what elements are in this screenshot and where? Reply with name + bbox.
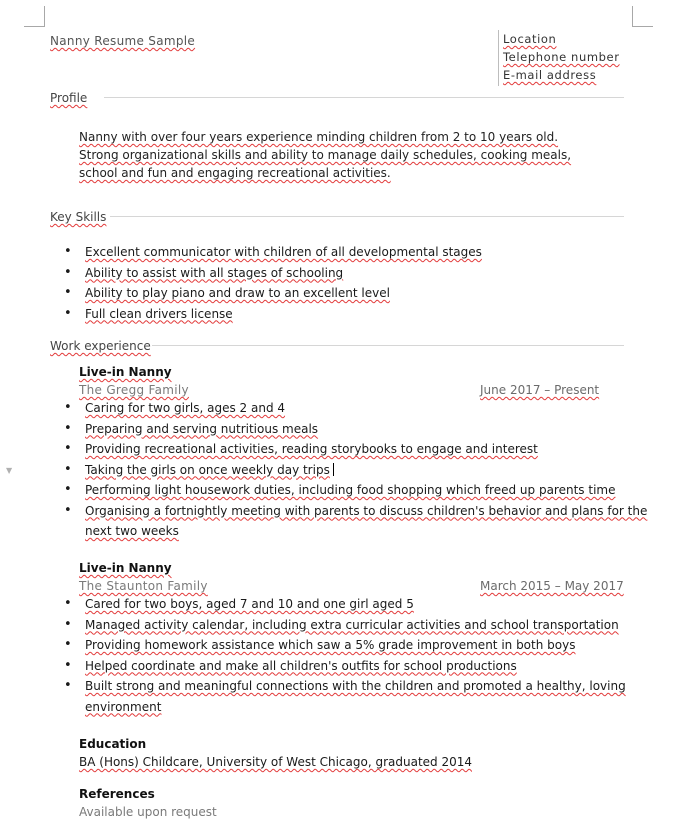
text-cursor (333, 463, 334, 476)
job-bullet-line: • Built strong and meaningful connections with the children and promoted a healthy, loving (85, 679, 626, 693)
job-bullet: • Performing light housework duties, including food shopping which freed up parents time (64, 480, 647, 501)
skill-item: • Ability to play piano and draw to an excellent level (64, 283, 482, 304)
job-bullet-line: next two weeks (85, 524, 179, 538)
job-bullet: • Providing homework assistance which saw a 5% grade improvement in both boys (64, 635, 626, 656)
job-bullet: • Cared for two boys, aged 7 and 10 and one girl aged 5 (64, 594, 626, 615)
contact-email: E-mail address (503, 68, 597, 82)
profile-heading: Profile (50, 91, 88, 105)
profile-line: Nanny with over four years experience minding children from 2 to 10 years old. (79, 130, 559, 144)
resume-heading: Nanny Resume Sample (50, 34, 196, 48)
contact-block (498, 30, 620, 86)
job-bullets (64, 594, 626, 717)
margin-collapse-icon[interactable]: ▼ (6, 466, 13, 475)
contact-telephone: Telephone number (503, 50, 620, 64)
page-corner-top-right (632, 6, 653, 27)
job-employer: The Staunton Family (79, 579, 208, 593)
skill-item: • Ability to assist with all stages of schooling (64, 263, 482, 284)
profile-text (79, 128, 571, 182)
references-heading: References (79, 787, 155, 801)
job-dates: March 2015 – May 2017 (480, 579, 624, 593)
work-heading: Work experience (50, 339, 151, 353)
job-bullet: • Preparing and serving nutritious meals (64, 419, 647, 440)
education-heading: Education (79, 737, 147, 751)
references-detail: Available upon request (79, 805, 217, 819)
job-bullet[interactable] (64, 460, 647, 481)
skills-heading: Key Skills (50, 210, 107, 224)
job-title: Live-in Nanny (79, 365, 172, 379)
profile-line: Strong organizational skills and ability to manage daily schedules, cooking meals, (79, 148, 572, 162)
job-bullet-line: • Organising a fortnightly meeting with parents to discuss children's behavior and plans for the (85, 503, 648, 518)
contact-location: Location (503, 32, 557, 46)
job-employer: The Gregg Family (79, 383, 189, 397)
page-corner-top-left (24, 6, 45, 27)
job-bullet (64, 676, 626, 717)
profile-rule (104, 97, 624, 98)
skills-list (64, 242, 482, 324)
job-bullet (64, 501, 647, 542)
job-bullet: • Managed activity calendar, including extra curricular activities and school transportation (64, 615, 626, 636)
job-bullets (64, 398, 647, 542)
profile-line: school and fun and engaging recreational activities. (79, 166, 391, 180)
job-bullet-text: Taking the girls on once weekly day trips (85, 462, 330, 477)
job-title: Live-in Nanny (79, 561, 172, 575)
job-dates: June 2017 – Present (480, 383, 600, 397)
job-bullet-line: environment (85, 699, 162, 714)
skills-rule (110, 216, 624, 217)
skill-item: • Full clean drivers license (64, 304, 482, 325)
job-bullet: • Caring for two girls, ages 2 and 4 (64, 398, 647, 419)
job-bullet: • Helped coordinate and make all children's outfits for school productions (64, 656, 626, 677)
skill-item: • Excellent communicator with children of all developmental stages (64, 242, 482, 263)
education-detail: BA (Hons) Childcare, University of West Chicago, graduated 2014 (79, 755, 472, 769)
work-rule (152, 345, 624, 346)
job-bullet: • Providing recreational activities, reading storybooks to engage and interest (64, 439, 647, 460)
